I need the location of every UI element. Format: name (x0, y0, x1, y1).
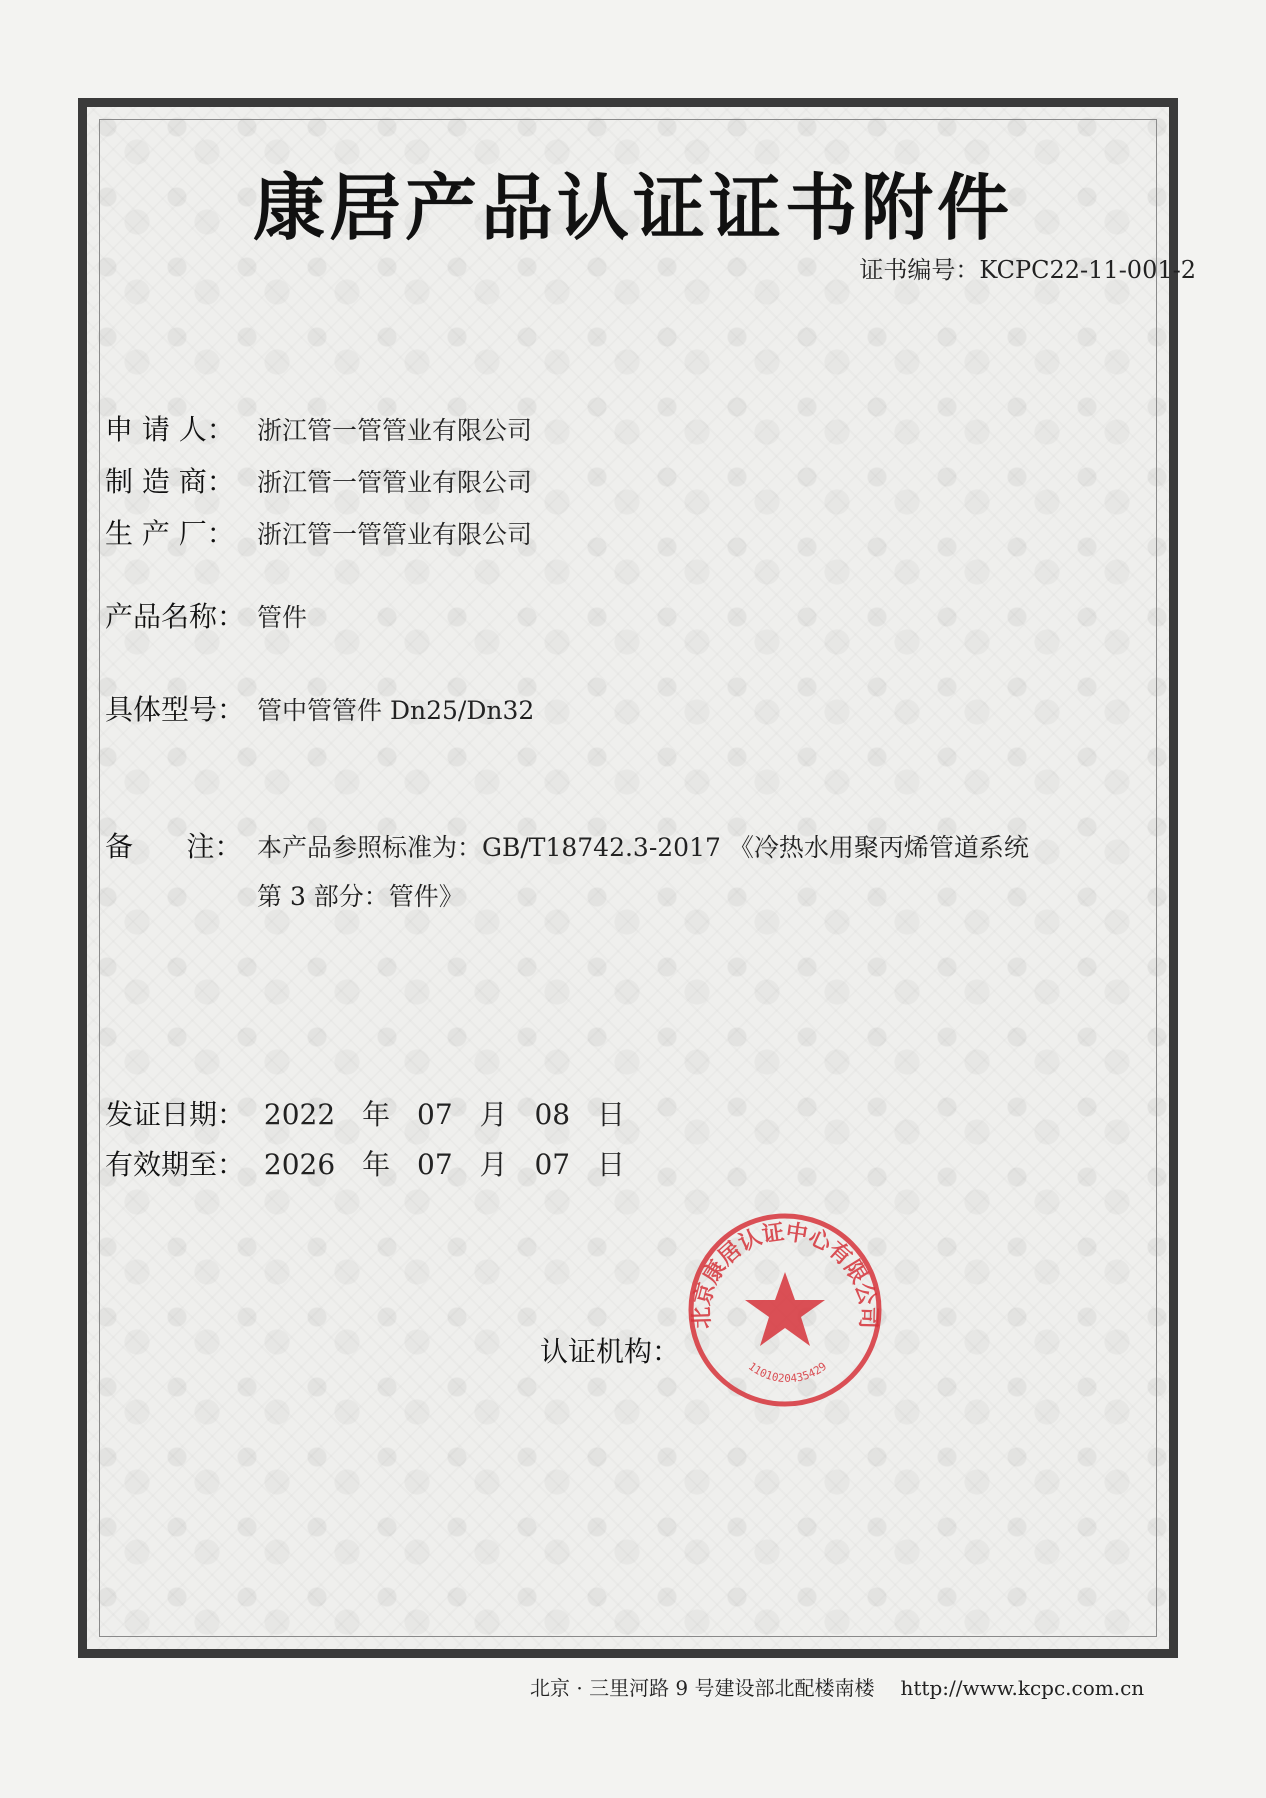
model-label: 具体型号： (105, 693, 246, 726)
seal-ring-text: 北京康居认证中心有限公司 (689, 1220, 881, 1330)
valid-until-value (264, 1148, 643, 1181)
issue-date-day: 08 (534, 1098, 571, 1131)
product-name-label: 产品名称： (105, 600, 246, 633)
footer-address: 北京 · 三里河路 9 号建设部北配楼南楼 (530, 1676, 875, 1700)
official-seal-stamp (685, 1210, 885, 1410)
certificate-number (859, 250, 1196, 285)
footer-url: http://www.kcpc.com.cn (900, 1676, 1145, 1700)
model-row (105, 688, 534, 728)
issue-date-value (264, 1098, 643, 1131)
certificate-number-label: 证书编号： (859, 256, 980, 284)
valid-until-label: 有效期至： (105, 1148, 246, 1181)
remarks-line-2: 第 3 部分：管件》 (257, 882, 464, 911)
issue-date-day-unit: 日 (597, 1098, 626, 1131)
document-title: 康居产品认证证书附件 (252, 166, 1013, 250)
manufacturer-value: 浙江管一管管业有限公司 (257, 468, 533, 497)
model-value: 管中管管件 Dn25/Dn32 (257, 696, 535, 725)
issue-date-year: 2022 (263, 1098, 336, 1131)
seal-number-text: 1101020435429 (745, 1359, 830, 1386)
product-name-value: 管件 (257, 603, 308, 632)
issue-date-label: 发证日期： (105, 1098, 246, 1131)
valid-until-year-unit: 年 (362, 1148, 391, 1181)
remarks-label: 备 注： (105, 830, 243, 863)
issue-date-row (105, 1093, 643, 1133)
valid-until-month-unit: 月 (479, 1148, 508, 1181)
valid-until-year: 2026 (263, 1148, 336, 1181)
applicant-label: 申 请 人： (105, 413, 235, 446)
manufacturer-row (105, 460, 532, 500)
issue-date-month: 07 (417, 1098, 453, 1131)
certificate-number-value: KCPC22-11-001-2 (979, 256, 1196, 284)
certification-agency-label: 认证机构： (540, 1335, 681, 1368)
valid-until-day: 07 (534, 1148, 571, 1181)
valid-until-day-unit: 日 (597, 1148, 626, 1181)
applicant-value: 浙江管一管管业有限公司 (257, 416, 533, 445)
applicant-row (105, 408, 532, 448)
valid-until-row (105, 1143, 643, 1183)
factory-value: 浙江管一管管业有限公司 (257, 520, 533, 549)
issue-date-year-unit: 年 (362, 1098, 391, 1131)
product-name-row (105, 595, 307, 635)
remarks-line-1: 本产品参照标准为：GB/T18742.3-2017 《冷热水用聚丙烯管道系统 (257, 833, 1029, 862)
valid-until-month: 07 (417, 1148, 453, 1181)
remarks-block (105, 825, 1105, 913)
factory-row (105, 512, 532, 552)
issue-date-month-unit: 月 (479, 1098, 508, 1131)
manufacturer-label: 制 造 商： (105, 465, 235, 498)
footer (530, 1672, 1144, 1701)
factory-label: 生 产 厂： (105, 517, 235, 550)
seal-star-icon (745, 1272, 825, 1346)
